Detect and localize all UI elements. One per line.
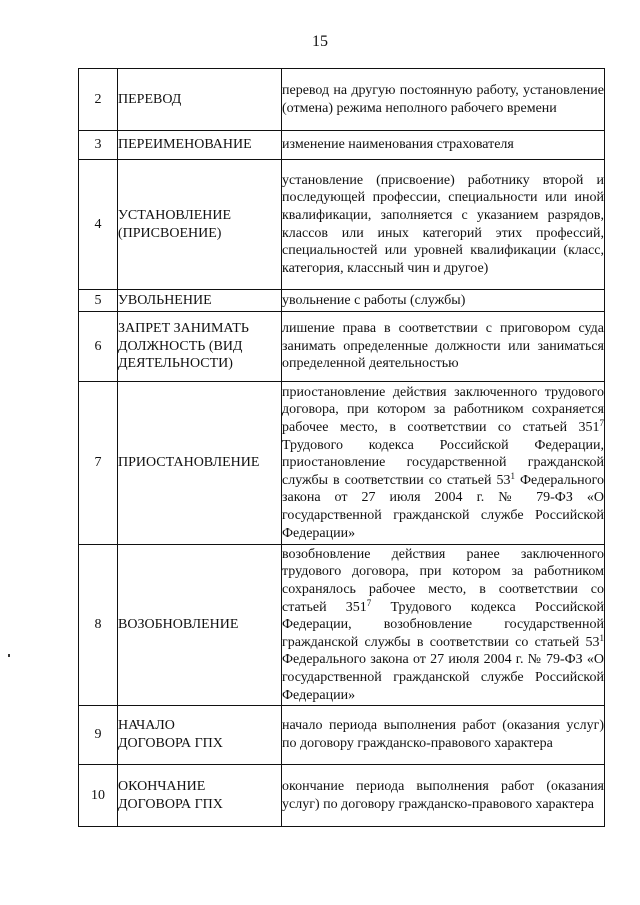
event-name-line: ДОГОВОРА ГПХ xyxy=(118,796,223,812)
event-name: УСТАНОВЛЕНИЕ (ПРИСВОЕНИЕ) xyxy=(118,160,282,290)
event-name-line: ДОГОВОРА ГПХ xyxy=(118,736,223,751)
event-description: увольнение с работы (службы) xyxy=(282,290,605,312)
table-row xyxy=(79,545,605,706)
article-superscript: 7 xyxy=(366,597,372,608)
row-number: 9 xyxy=(79,706,118,765)
event-name: ЗАПРЕТ ЗАНИМАТЬ ДОЛЖНОСТЬ (ВИД ДЕЯТЕЛЬНОСТИ) xyxy=(118,312,282,382)
description-text: Федерального закона от 27 июля 2004 г. № 79-ФЗ «О государственной гражданской службе Российской Федерации» xyxy=(282,472,604,541)
row-number: 5 xyxy=(79,290,118,312)
scan-speck xyxy=(8,654,10,657)
table-row xyxy=(79,160,605,290)
page-number: 15 xyxy=(312,33,328,50)
description-text: Федерального закона от 27 июля 2004 г. № 79-ФЗ «О государственной гражданской службе Российской Федерации» xyxy=(282,652,604,703)
table-row xyxy=(79,765,605,827)
event-description: изменение наименования страхователя xyxy=(282,131,605,160)
event-description: установление (присвоение) работнику второй и последующей профессии, специальности или иной квалификации, заполняется с указанием разрядов, классов или иных категорий этих профессий, специальностей или уровней квалификации (класс, категория, классный чин и другое) xyxy=(282,160,605,290)
table-row xyxy=(79,706,605,765)
row-number: 3 xyxy=(79,131,118,160)
row-number: 8 xyxy=(79,545,118,706)
event-description: начало периода выполнения работ (оказания услуг) по договору гражданско-правового характера xyxy=(282,706,605,765)
description-text: Трудового кодекса Российской Федерации, приостановление государственной гражданской службы в соответствии со статьей 53 xyxy=(282,437,604,488)
table-row xyxy=(79,69,605,131)
description-text: приостановление действия заключенного трудового договора, при котором за работником сохраняется рабочее место, в соответствии со статьей 351 xyxy=(282,384,604,436)
event-name xyxy=(118,706,282,765)
event-description: лишение права в соответствии с приговором суда занимать определенные должности или заниматься определенной деятельностью xyxy=(282,312,605,382)
event-description xyxy=(282,382,605,545)
table-row xyxy=(79,131,605,160)
article-superscript: 1 xyxy=(510,470,515,481)
event-description: перевод на другую постоянную работу, установление (отмена) режима неполного рабочего времени xyxy=(282,69,605,131)
row-number: 7 xyxy=(79,382,118,545)
event-name-line: ОКОНЧАНИЕ xyxy=(118,778,206,794)
article-superscript: 1 xyxy=(599,632,604,643)
event-name: ПЕРЕВОД xyxy=(118,69,282,131)
event-name: ПРИОСТАНОВЛЕНИЕ xyxy=(118,382,282,545)
row-number: 4 xyxy=(79,160,118,290)
row-number: 6 xyxy=(79,312,118,382)
description-text: возобновление действия ранее заключенного трудового договора, при котором за работником сохранялось рабочее место, в соответствии со статьей 351 xyxy=(282,546,604,615)
table-row xyxy=(79,382,605,545)
description-text: Трудового кодекса Российской Федерации, возобновление государственной гражданской службы в соответствии со статьей 53 xyxy=(282,599,604,650)
table-row xyxy=(79,312,605,382)
event-description xyxy=(282,545,605,706)
event-name: ПЕРЕИМЕНОВАНИЕ xyxy=(118,131,282,160)
table-row xyxy=(79,290,605,312)
event-description: окончание периода выполнения работ (оказания услуг) по договору гражданско-правового характера xyxy=(282,765,605,827)
article-superscript: 7 xyxy=(599,418,604,429)
event-codes-table xyxy=(78,68,605,827)
row-number: 2 xyxy=(79,69,118,131)
row-number: 10 xyxy=(79,765,118,827)
event-name xyxy=(118,765,282,827)
event-name: УВОЛЬНЕНИЕ xyxy=(118,290,282,312)
event-name: ВОЗОБНОВЛЕНИЕ xyxy=(118,545,282,706)
event-name-line: НАЧАЛО xyxy=(118,718,175,734)
